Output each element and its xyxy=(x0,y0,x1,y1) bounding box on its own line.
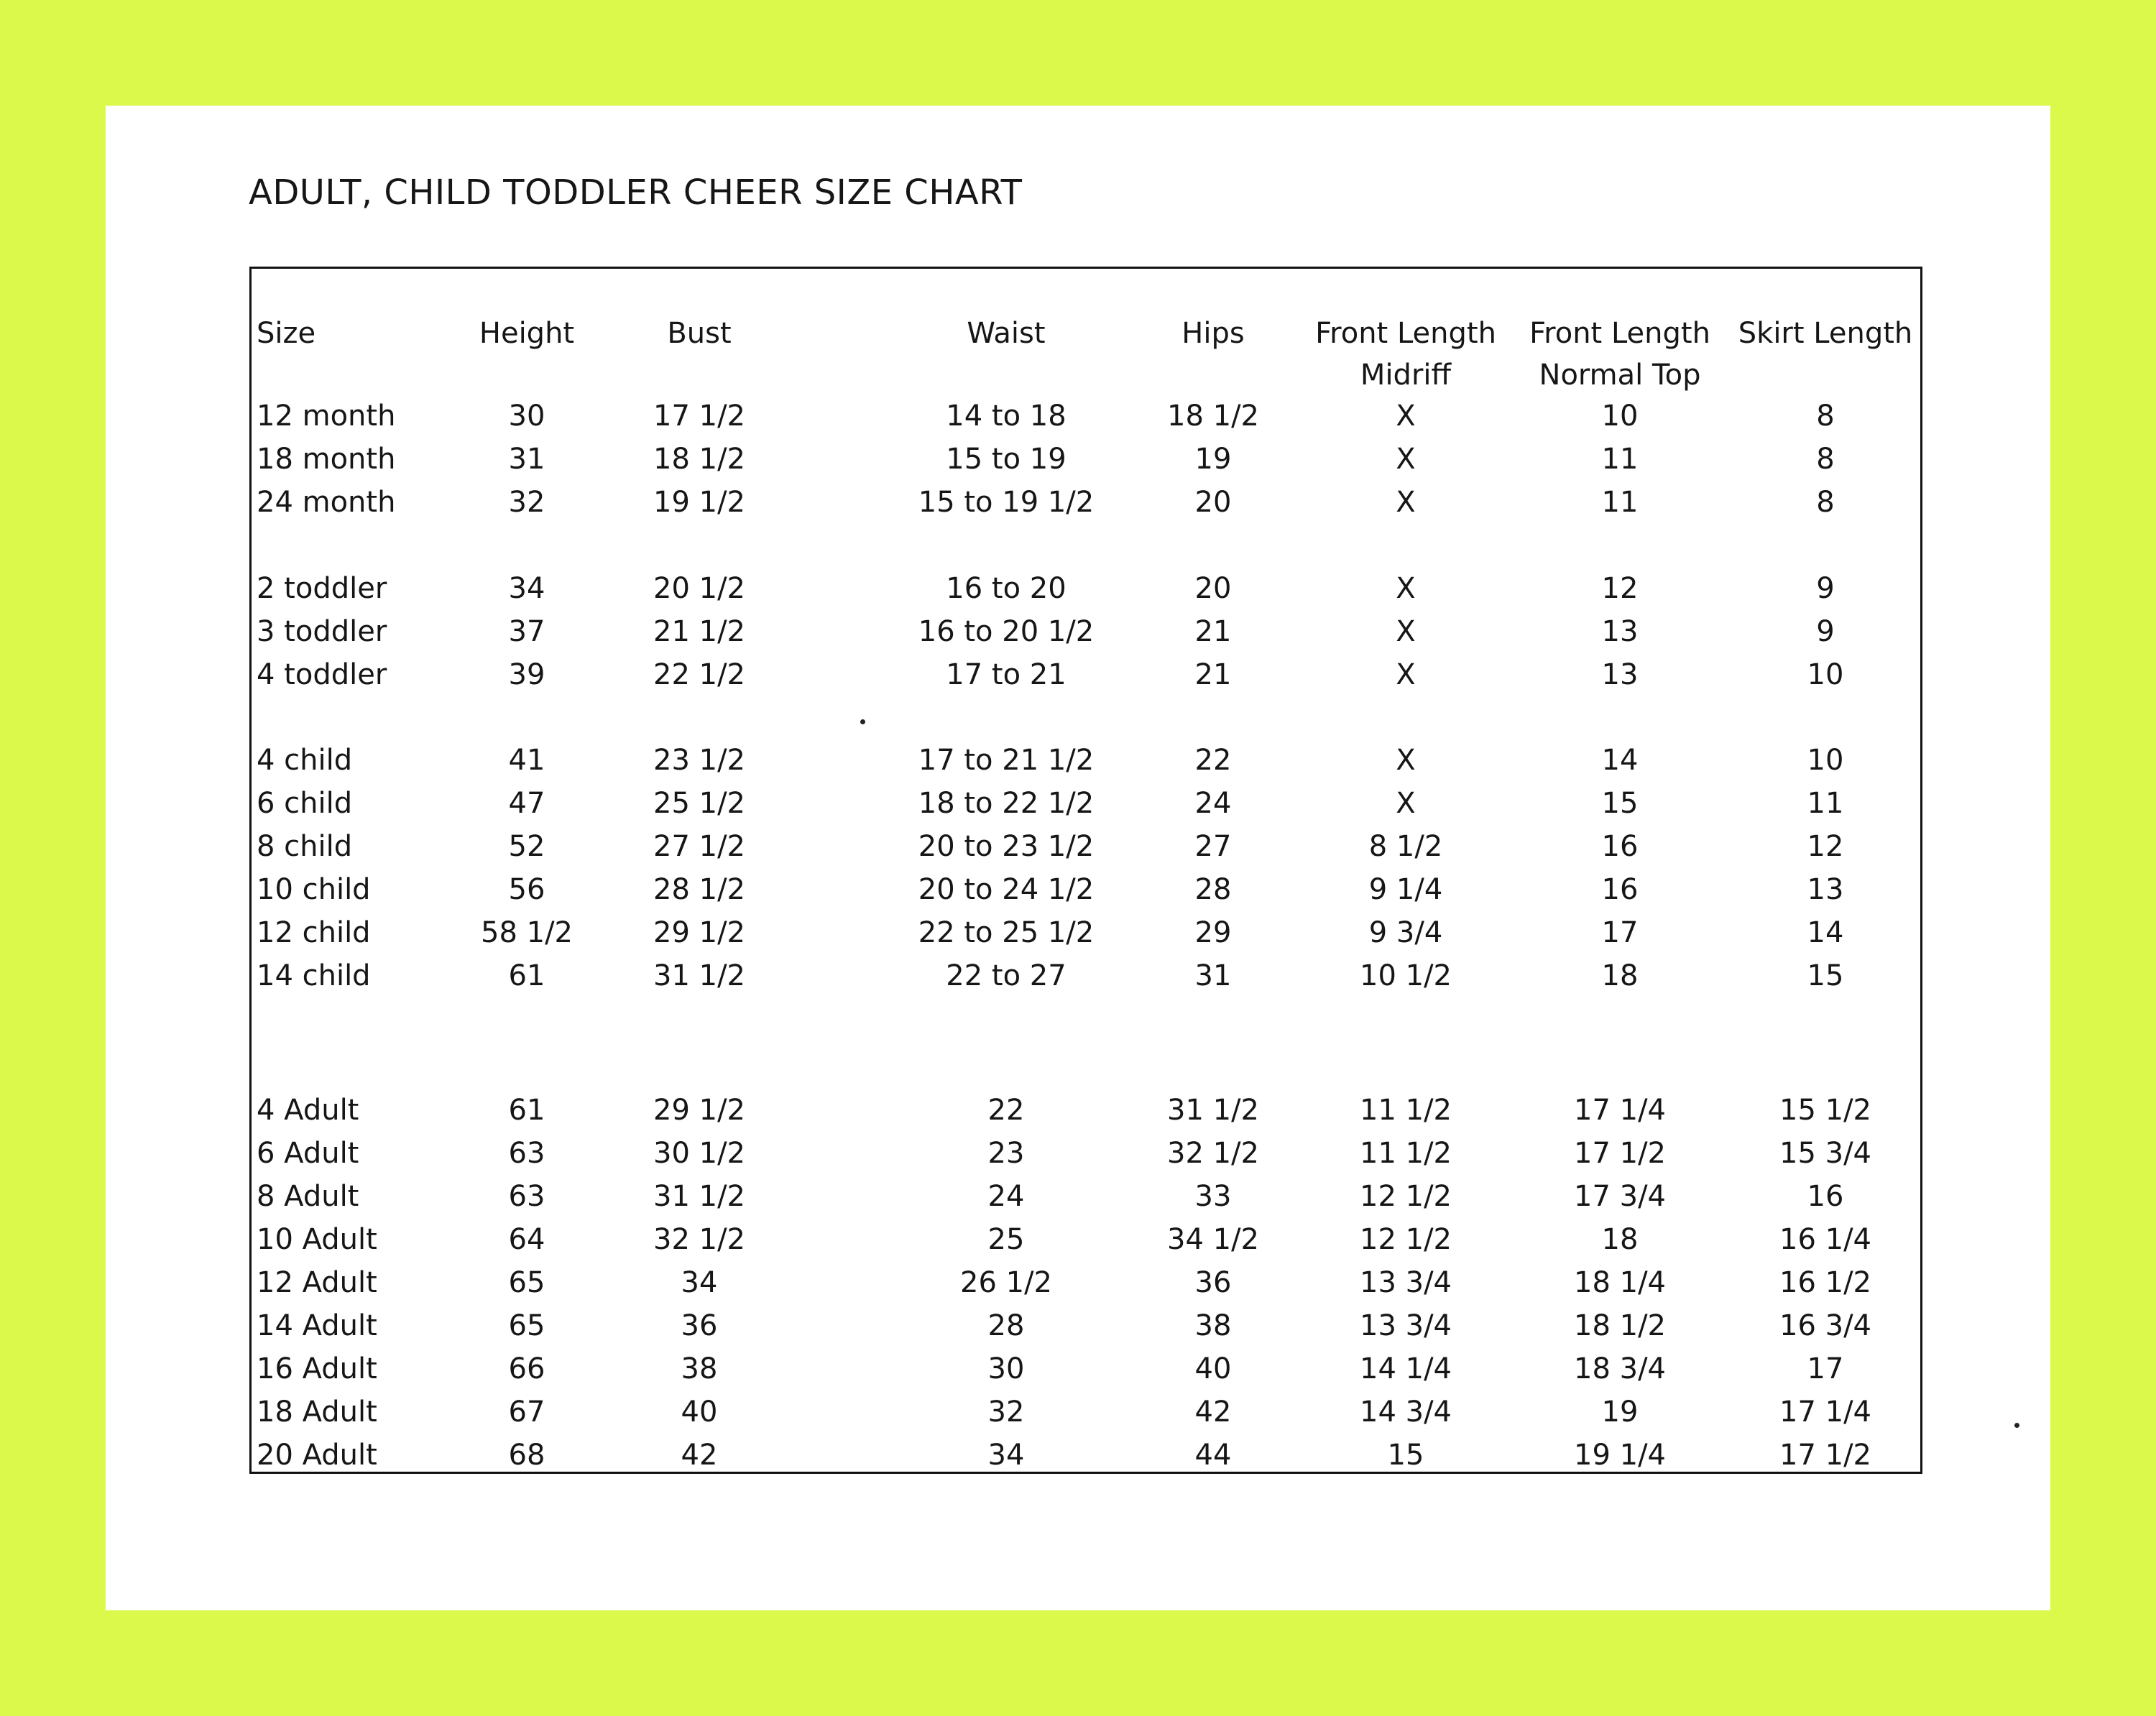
cell-bust: 30 1/2 xyxy=(653,1137,745,1170)
cell-bust: 19 1/2 xyxy=(653,486,745,519)
cell-front-length-normal-top: 17 3/4 xyxy=(1574,1180,1666,1213)
cell-size: 18 month xyxy=(257,443,396,476)
header-label: Hips xyxy=(1181,317,1245,350)
cell-waist: 22 to 27 xyxy=(946,959,1067,992)
cell-front-length-midriff: 9 3/4 xyxy=(1368,916,1443,949)
cell-size: 18 Adult xyxy=(257,1396,377,1429)
cell-hips: 21 xyxy=(1194,658,1232,691)
cell-hips: 33 xyxy=(1194,1180,1232,1213)
cell-bust: 18 1/2 xyxy=(653,443,745,476)
cell-front-length-midriff: X xyxy=(1396,744,1416,777)
cell-height: 65 xyxy=(508,1309,545,1342)
cell-skirt-length: 17 xyxy=(1807,1352,1844,1385)
cell-bust: 36 xyxy=(681,1309,718,1342)
cell-bust: 29 1/2 xyxy=(653,916,745,949)
cell-bust: 28 1/2 xyxy=(653,873,745,906)
cell-front-length-normal-top: 10 xyxy=(1601,400,1639,433)
cell-waist: 20 to 24 1/2 xyxy=(918,873,1095,906)
cell-skirt-length: 12 xyxy=(1807,830,1844,863)
cell-hips: 20 xyxy=(1194,572,1232,605)
cell-front-length-midriff: 15 xyxy=(1387,1439,1424,1472)
cell-bust: 17 1/2 xyxy=(653,400,745,433)
cell-hips: 20 xyxy=(1194,486,1232,519)
cell-front-length-normal-top: 19 xyxy=(1601,1396,1639,1429)
cell-waist: 20 to 23 1/2 xyxy=(918,830,1095,863)
cell-front-length-midriff: X xyxy=(1396,615,1416,648)
cell-bust: 34 xyxy=(681,1266,718,1299)
cell-skirt-length: 16 xyxy=(1807,1180,1844,1213)
cell-bust: 20 1/2 xyxy=(653,572,745,605)
cell-size: 14 child xyxy=(257,959,371,992)
header-label: Midriff xyxy=(1360,359,1452,392)
cell-waist: 22 xyxy=(987,1094,1025,1127)
cell-front-length-midriff: X xyxy=(1396,400,1416,433)
cell-waist: 24 xyxy=(987,1180,1025,1213)
cell-height: 31 xyxy=(508,443,545,476)
cell-skirt-length: 10 xyxy=(1807,658,1844,691)
cell-waist: 17 to 21 1/2 xyxy=(918,744,1095,777)
cell-hips: 32 1/2 xyxy=(1167,1137,1259,1170)
cell-front-length-midriff: X xyxy=(1396,787,1416,820)
cell-height: 63 xyxy=(508,1137,545,1170)
header-label: Bust xyxy=(667,317,732,350)
cell-hips: 18 1/2 xyxy=(1167,400,1259,433)
cell-size: 4 child xyxy=(257,744,353,777)
cell-front-length-midriff: X xyxy=(1396,658,1416,691)
cell-front-length-normal-top: 11 xyxy=(1601,443,1639,476)
cell-size: 4 toddler xyxy=(257,658,387,691)
cell-size: 4 Adult xyxy=(257,1094,359,1127)
cell-bust: 27 1/2 xyxy=(653,830,745,863)
cell-waist: 16 to 20 xyxy=(946,572,1067,605)
cell-bust: 29 1/2 xyxy=(653,1094,745,1127)
cell-front-length-midriff: 8 1/2 xyxy=(1368,830,1443,863)
cell-front-length-normal-top: 18 1/2 xyxy=(1574,1309,1666,1342)
header-front-length-normal-top xyxy=(1529,313,1710,396)
cell-skirt-length: 15 xyxy=(1807,959,1844,992)
cell-hips: 27 xyxy=(1194,830,1232,863)
cell-front-length-normal-top: 11 xyxy=(1601,486,1639,519)
header-label: Normal Top xyxy=(1539,359,1701,392)
header-label: Front Length xyxy=(1315,317,1496,350)
cell-waist: 34 xyxy=(987,1439,1025,1472)
cell-waist: 32 xyxy=(987,1396,1025,1429)
cell-front-length-midriff: 13 3/4 xyxy=(1360,1309,1452,1342)
cell-front-length-midriff: 12 1/2 xyxy=(1360,1180,1452,1213)
cell-front-length-midriff: 11 1/2 xyxy=(1360,1137,1452,1170)
cell-height: 64 xyxy=(508,1223,545,1256)
cell-bust: 31 1/2 xyxy=(653,959,745,992)
cell-hips: 42 xyxy=(1194,1396,1232,1429)
cell-front-length-normal-top: 12 xyxy=(1601,572,1639,605)
cell-front-length-normal-top: 14 xyxy=(1601,744,1639,777)
cell-height: 67 xyxy=(508,1396,545,1429)
cell-height: 52 xyxy=(508,830,545,863)
cell-front-length-normal-top: 16 xyxy=(1601,873,1639,906)
cell-size: 8 Adult xyxy=(257,1180,359,1213)
cell-front-length-normal-top: 17 1/2 xyxy=(1574,1137,1666,1170)
cell-front-length-normal-top: 13 xyxy=(1601,615,1639,648)
cell-front-length-normal-top: 17 1/4 xyxy=(1574,1094,1666,1127)
cell-skirt-length: 15 3/4 xyxy=(1779,1137,1871,1170)
header-label: Skirt Length xyxy=(1738,317,1913,350)
cell-bust: 25 1/2 xyxy=(653,787,745,820)
cell-skirt-length: 8 xyxy=(1816,400,1835,433)
cell-front-length-midriff: 9 1/4 xyxy=(1368,873,1443,906)
cell-skirt-length: 17 1/2 xyxy=(1779,1439,1871,1472)
cell-waist: 17 to 21 xyxy=(946,658,1067,691)
cell-size: 12 child xyxy=(257,916,371,949)
cell-front-length-normal-top: 18 3/4 xyxy=(1574,1352,1666,1385)
cell-hips: 21 xyxy=(1194,615,1232,648)
header-skirt-length xyxy=(1738,313,1912,354)
cell-size: 16 Adult xyxy=(257,1352,377,1385)
cell-height: 47 xyxy=(508,787,545,820)
cell-waist: 26 1/2 xyxy=(960,1266,1052,1299)
cell-front-length-midriff: 13 3/4 xyxy=(1360,1266,1452,1299)
cell-front-length-midriff: X xyxy=(1396,572,1416,605)
cell-front-length-midriff: 10 1/2 xyxy=(1360,959,1452,992)
cell-bust: 22 1/2 xyxy=(653,658,745,691)
cell-front-length-midriff: 14 1/4 xyxy=(1360,1352,1452,1385)
cell-size: 6 child xyxy=(257,787,353,820)
cell-height: 37 xyxy=(508,615,545,648)
header-label: Height xyxy=(479,317,575,350)
cell-hips: 22 xyxy=(1194,744,1232,777)
cell-skirt-length: 9 xyxy=(1816,615,1835,648)
cell-waist: 23 xyxy=(987,1137,1025,1170)
cell-height: 68 xyxy=(508,1439,545,1472)
header-label: Size xyxy=(257,317,316,350)
cell-front-length-normal-top: 19 1/4 xyxy=(1574,1439,1666,1472)
cell-front-length-midriff: 12 1/2 xyxy=(1360,1223,1452,1256)
cell-hips: 24 xyxy=(1194,787,1232,820)
cell-hips: 36 xyxy=(1194,1266,1232,1299)
cell-height: 61 xyxy=(508,1094,545,1127)
cell-front-length-normal-top: 15 xyxy=(1601,787,1639,820)
cell-waist: 25 xyxy=(987,1223,1025,1256)
cell-skirt-length: 16 1/2 xyxy=(1779,1266,1871,1299)
cell-front-length-normal-top: 18 xyxy=(1601,959,1639,992)
scan-speck xyxy=(2014,1423,2019,1428)
cell-height: 41 xyxy=(508,744,545,777)
cell-skirt-length: 8 xyxy=(1816,443,1835,476)
cell-size: 2 toddler xyxy=(257,572,387,605)
cell-bust: 23 1/2 xyxy=(653,744,745,777)
cell-height: 32 xyxy=(508,486,545,519)
cell-bust: 38 xyxy=(681,1352,718,1385)
cell-hips: 38 xyxy=(1194,1309,1232,1342)
cell-height: 34 xyxy=(508,572,545,605)
cell-bust: 42 xyxy=(681,1439,718,1472)
cell-front-length-normal-top: 17 xyxy=(1601,916,1639,949)
cell-front-length-normal-top: 18 1/4 xyxy=(1574,1266,1666,1299)
header-bust xyxy=(667,313,731,354)
cell-size: 10 child xyxy=(257,873,371,906)
cell-skirt-length: 10 xyxy=(1807,744,1844,777)
cell-bust: 32 1/2 xyxy=(653,1223,745,1256)
header-label: Waist xyxy=(967,317,1046,350)
cell-front-length-normal-top: 16 xyxy=(1601,830,1639,863)
header-front-length-midriff xyxy=(1315,313,1496,396)
cell-bust: 21 1/2 xyxy=(653,615,745,648)
cell-waist: 16 to 20 1/2 xyxy=(918,615,1095,648)
cell-skirt-length: 15 1/2 xyxy=(1779,1094,1871,1127)
cell-size: 3 toddler xyxy=(257,615,387,648)
cell-skirt-length: 11 xyxy=(1807,787,1844,820)
cell-front-length-normal-top: 18 xyxy=(1601,1223,1639,1256)
cell-waist: 22 to 25 1/2 xyxy=(918,916,1095,949)
header-size xyxy=(257,313,315,354)
cell-hips: 44 xyxy=(1194,1439,1232,1472)
cell-hips: 29 xyxy=(1194,916,1232,949)
header-hips xyxy=(1181,313,1244,354)
scan-speck xyxy=(860,719,865,724)
cell-skirt-length: 9 xyxy=(1816,572,1835,605)
cell-front-length-normal-top: 13 xyxy=(1601,658,1639,691)
cell-skirt-length: 16 3/4 xyxy=(1779,1309,1871,1342)
cell-height: 61 xyxy=(508,959,545,992)
cell-height: 63 xyxy=(508,1180,545,1213)
cell-front-length-midriff: X xyxy=(1396,443,1416,476)
cell-height: 56 xyxy=(508,873,545,906)
cell-waist: 30 xyxy=(987,1352,1025,1385)
cell-size: 10 Adult xyxy=(257,1223,377,1256)
page-title: ADULT, CHILD TODDLER CHEER SIZE CHART xyxy=(249,172,1023,213)
cell-skirt-length: 14 xyxy=(1807,916,1844,949)
cell-front-length-midriff: 14 3/4 xyxy=(1360,1396,1452,1429)
cell-size: 14 Adult xyxy=(257,1309,377,1342)
cell-height: 65 xyxy=(508,1266,545,1299)
cell-size: 12 month xyxy=(257,400,396,433)
cell-height: 66 xyxy=(508,1352,545,1385)
cell-hips: 40 xyxy=(1194,1352,1232,1385)
cell-skirt-length: 13 xyxy=(1807,873,1844,906)
cell-height: 58 1/2 xyxy=(481,916,573,949)
cell-skirt-length: 16 1/4 xyxy=(1779,1223,1871,1256)
cell-skirt-length: 8 xyxy=(1816,486,1835,519)
cell-bust: 40 xyxy=(681,1396,718,1429)
cell-size: 6 Adult xyxy=(257,1137,359,1170)
cell-size: 8 child xyxy=(257,830,353,863)
cell-bust: 31 1/2 xyxy=(653,1180,745,1213)
cell-hips: 31 xyxy=(1194,959,1232,992)
cell-waist: 15 to 19 xyxy=(946,443,1067,476)
cell-hips: 19 xyxy=(1194,443,1232,476)
cell-front-length-midriff: X xyxy=(1396,486,1416,519)
cell-size: 12 Adult xyxy=(257,1266,377,1299)
cell-waist: 14 to 18 xyxy=(946,400,1067,433)
header-waist xyxy=(967,313,1045,354)
cell-hips: 34 1/2 xyxy=(1167,1223,1259,1256)
header-height xyxy=(479,313,574,354)
cell-waist: 15 to 19 1/2 xyxy=(918,486,1095,519)
cell-waist: 18 to 22 1/2 xyxy=(918,787,1095,820)
cell-front-length-midriff: 11 1/2 xyxy=(1360,1094,1452,1127)
cell-height: 30 xyxy=(508,400,545,433)
cell-size: 24 month xyxy=(257,486,396,519)
cell-height: 39 xyxy=(508,658,545,691)
cell-waist: 28 xyxy=(987,1309,1025,1342)
cell-size: 20 Adult xyxy=(257,1439,377,1472)
cell-hips: 31 1/2 xyxy=(1167,1094,1259,1127)
header-label: Front Length xyxy=(1529,317,1710,350)
cell-hips: 28 xyxy=(1194,873,1232,906)
cell-skirt-length: 17 1/4 xyxy=(1779,1396,1871,1429)
